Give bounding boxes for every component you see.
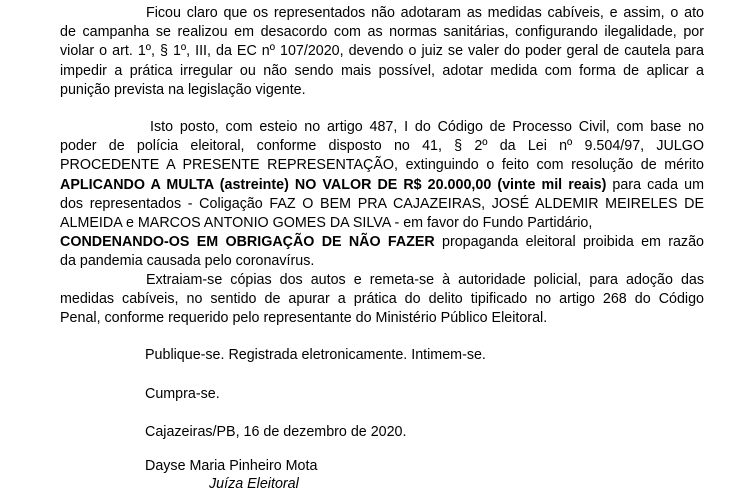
- text-line: ALMEIDA e MARCOS ANTONIO GOMES DA SILVA - em favor do Fundo Partidário,: [60, 215, 593, 232]
- signer-name: Dayse Maria Pinheiro Mota: [145, 458, 318, 474]
- text-line: [60, 176, 704, 195]
- fine-amount-bold: APLICANDO A MULTA (astreinte) NO VALOR DE R$ 20.000,00 (vinte mil reais): [60, 176, 607, 193]
- paragraph-campaign-findings: [60, 4, 704, 100]
- text-fragment: propaganda eleitoral proibida em razão: [434, 234, 704, 251]
- text-line: medidas cabíveis, no sentido de apurar a prática do delito tipificado no artigo 268 do Código: [60, 291, 704, 308]
- text-line: da pandemia causada pelo coronavírus.: [60, 253, 315, 270]
- comply-notice: Cumpra-se.: [145, 386, 220, 402]
- text-line: Ficou claro que os representados não adotaram as medidas cabíveis, e assim, o ato: [146, 5, 704, 21]
- paragraph-police-referral: [60, 271, 704, 329]
- text-line: de campanha se realizou em desacordo com as normas sanitárias, configurando ilegalidade, por: [60, 24, 704, 41]
- text-fragment: para cada um: [606, 176, 704, 193]
- text-line: punição prevista na legislação vigente.: [60, 81, 306, 98]
- text-line: [60, 233, 704, 252]
- text-line: PROCEDENTE A PRESENTE REPRESENTAÇÃO, extinguindo o feito com resolução de mérito: [60, 157, 704, 174]
- text-line: poder de polícia eleitoral, conforme disposto no 41, § 2º da Lei nº 9.504/97, JULGO: [60, 138, 704, 155]
- text-line: Penal, conforme requerido pelo representante do Ministério Público Eleitoral.: [60, 310, 548, 327]
- text-line: violar o art. 1º, § 1º, III, da EC nº 107/2020, devendo o juiz se valer do poder geral de cautela para: [60, 43, 704, 60]
- paragraph-ruling: [60, 118, 704, 272]
- signer-role: Juíza Eleitoral: [209, 476, 299, 492]
- place-date: Cajazeiras/PB, 16 de dezembro de 2020.: [145, 424, 407, 440]
- text-line: impedir a prática irregular ou não sendo mais possível, adotar medida com forma de aplicar a: [60, 62, 704, 79]
- publish-notice: Publique-se. Registrada eletronicamente. Intimem-se.: [145, 347, 486, 363]
- obligation-bold: CONDENANDO-OS EM OBRIGAÇÃO DE NÃO FAZER: [60, 234, 435, 251]
- text-line: Extraiam-se cópias dos autos e remeta-se à autoridade policial, para adoção das: [146, 272, 704, 288]
- text-line: dos representados - Coligação FAZ O BEM PRA CAJAZEIRAS, JOSÉ ALDEMIR MEIRELES DE: [60, 195, 704, 212]
- text-line: Isto posto, com esteio no artigo 487, I do Código de Processo Civil, com base no: [150, 119, 704, 135]
